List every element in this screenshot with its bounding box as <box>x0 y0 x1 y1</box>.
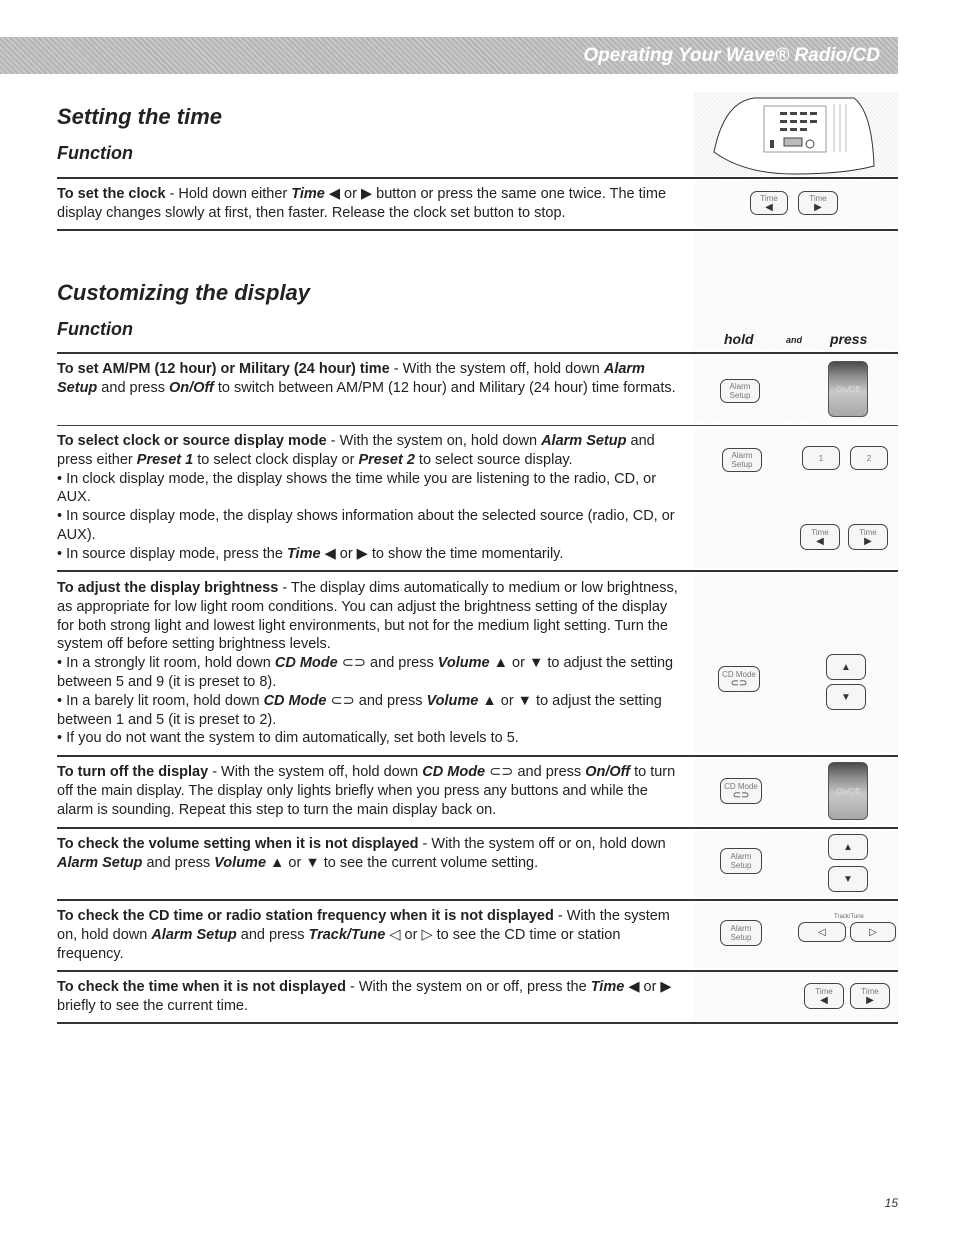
bullet: ▲ or ▼ to adjust the setting between 5 and 9 (it is preset to 8). <box>57 655 674 690</box>
row-text: to select source display. <box>414 451 573 468</box>
illustration-panel <box>694 973 898 1021</box>
button-label: Time <box>809 194 827 203</box>
function-label: Function <box>57 143 133 163</box>
bullet: ⊂⊃ and press <box>326 692 427 709</box>
rule <box>57 229 898 231</box>
rule <box>57 899 898 901</box>
illustration-panel <box>694 758 898 826</box>
row-lead: To adjust the display brightness <box>57 580 279 596</box>
header-banner <box>0 37 898 74</box>
key-name: Alarm Setup <box>541 433 627 449</box>
row-turn-off-display <box>57 763 682 819</box>
time-right-button[interactable] <box>848 524 888 550</box>
section-title-setting-time: Setting the time <box>57 104 223 129</box>
bullet: ▲ or ▼ to adjust the setting between 1 and 5 (it is preset to 2). <box>57 692 662 728</box>
alarm-setup-button[interactable] <box>720 848 762 874</box>
button-label: On/Off <box>836 384 860 394</box>
section-title-customizing-display: Customizing the display <box>57 280 311 305</box>
radio-illustration <box>694 92 898 176</box>
button-label: Alarm Setup <box>730 924 752 942</box>
row-lead: To check the CD time or radio station frequency when it is not displayed <box>57 908 554 924</box>
key-name: Time <box>590 979 625 995</box>
bullet: • In source display mode, the display shows information about the selected source (radio, CD, or AUX). <box>57 508 675 543</box>
row-text: and press <box>97 379 170 396</box>
row-brightness <box>57 579 682 748</box>
row-text: ◁ or ▷ to see the CD time or station frequency. <box>57 926 621 962</box>
left-arrow-icon: ◀ <box>816 536 824 547</box>
key-name: On/Off <box>169 379 214 396</box>
key-name: CD Mode <box>274 655 338 672</box>
button-label: On/Off <box>836 786 860 796</box>
bullet: • In source display mode, press the <box>57 545 287 562</box>
row-lead: To turn off the display <box>57 764 209 780</box>
row-text: to turn off the main display. The display only lights briefly when you press any buttons and while the alarm is sounding. Repeat this step to turn the main display back on. <box>57 764 676 818</box>
row-text: and press either <box>57 433 655 468</box>
row-text: to select clock display or <box>193 451 359 468</box>
button-label: CD Mode <box>722 670 756 679</box>
volume-up-button[interactable] <box>826 654 866 680</box>
row-text: ⊂⊃ and press <box>485 764 586 780</box>
bullet: • In a strongly lit room, hold down <box>57 655 275 672</box>
preset-1-button[interactable] <box>802 446 840 470</box>
press-label: press <box>830 331 868 347</box>
key-name: Alarm Setup <box>57 854 143 871</box>
illustration-panel <box>694 428 898 568</box>
row-text: to switch between AM/PM (12 hour) and Military (24 hour) time formats. <box>213 379 676 396</box>
up-arrow-icon: ▲ <box>841 661 851 673</box>
alarm-setup-button[interactable] <box>720 920 762 946</box>
key-name: Preset 1 <box>136 451 194 468</box>
key-name: Time <box>286 545 321 562</box>
key-name: Track/Tune <box>308 926 386 943</box>
right-arrow-icon: ▶ <box>864 536 872 547</box>
row-text: - Hold down either <box>165 186 292 202</box>
button-label: Alarm Setup <box>729 382 751 400</box>
bullet: • If you do not want the system to dim automatically, set both levels to 5. <box>57 730 519 747</box>
key-name: On/Off <box>585 764 631 780</box>
rule <box>57 425 898 426</box>
row-text: and press <box>142 854 215 871</box>
key-name: Preset 2 <box>358 451 415 468</box>
row-text: ◀ or ▶ button or press the same one twice. The time display changes slowly at first, then faster. Release the clock set button to stop. <box>57 186 667 221</box>
button-label: CD Mode <box>724 782 758 791</box>
key-name: Alarm Setup <box>151 926 237 943</box>
cd-mode-button[interactable] <box>720 778 762 804</box>
button-label: Time <box>815 987 833 996</box>
bullet: • In a barely lit room, hold down <box>57 692 264 709</box>
row-text: - The display dims automatically to medium or low brightness, as appropriate for low light room conditions. You can adjust the brightness setting of the display for both strong light and lowest light environments, but not for the medium light setting. Turn the system off before setting brightness levels. <box>57 580 678 653</box>
left-arrow-icon: ◀ <box>765 202 773 213</box>
button-label: Time <box>760 194 778 203</box>
button-label: 2 <box>866 453 872 463</box>
key-name: Volume <box>426 692 479 709</box>
button-label: Time <box>859 528 877 537</box>
key-name: Time <box>291 186 325 202</box>
row-lead: To select clock or source display mode <box>57 433 327 449</box>
function-label: Function <box>57 319 133 339</box>
rule <box>57 177 898 179</box>
cd-mode-icon: ⊂⊃ <box>730 678 748 689</box>
tune-right-button[interactable] <box>850 922 896 942</box>
page-number: 15 <box>884 1196 898 1210</box>
banner-title: Operating Your Wave® Radio/CD <box>583 45 880 66</box>
volume-down-button[interactable] <box>826 684 866 710</box>
row-check-cd-time <box>57 907 682 963</box>
row-ampm <box>57 360 682 398</box>
row-text: - With the system on or off, press the <box>345 979 591 995</box>
rule <box>57 827 898 829</box>
row-text: ▲ or ▼ to see the current volume setting. <box>266 854 539 871</box>
preset-2-button[interactable] <box>850 446 888 470</box>
row-display-mode <box>57 432 682 564</box>
right-arrow-icon: ▶ <box>814 202 822 213</box>
button-label: 1 <box>818 453 824 463</box>
cd-mode-button[interactable] <box>718 666 760 692</box>
bullet: ⊂⊃ and press <box>337 655 438 672</box>
row-lead: To check the volume setting when it is not displayed <box>57 836 419 852</box>
hold-label: hold <box>724 331 754 347</box>
time-left-button[interactable] <box>804 983 844 1009</box>
row-text: ◀ or ▶ briefly to see the current time. <box>57 979 672 1014</box>
left-outline-arrow-icon: ◁ <box>818 926 826 938</box>
button-label: Alarm Setup <box>730 852 752 870</box>
rule <box>57 970 898 972</box>
left-arrow-icon: ◀ <box>820 995 828 1006</box>
rule <box>57 755 898 757</box>
row-lead: To check the time when it is not displayed <box>57 979 346 995</box>
button-label: Alarm Setup <box>731 451 753 469</box>
time-left-button[interactable] <box>800 524 840 550</box>
and-label: and <box>786 335 803 345</box>
time-left-button[interactable] <box>750 191 788 215</box>
row-text: - With the system on, hold down <box>326 433 542 449</box>
key-name: CD Mode <box>263 692 327 709</box>
row-check-volume <box>57 835 682 873</box>
key-name: Volume <box>437 655 490 672</box>
row-lead: To set AM/PM (12 hour) or Military (24 hour) time <box>57 361 390 377</box>
row-text: and press <box>236 926 309 943</box>
key-name: CD Mode <box>422 764 486 780</box>
row-text: - With the system off or on, hold down <box>418 836 666 852</box>
alarm-setup-button[interactable] <box>722 448 762 472</box>
row-text: - With the system on, hold down <box>57 908 670 943</box>
right-arrow-icon: ▶ <box>866 995 874 1006</box>
bullet: ◀ or ▶ to show the time momentarily. <box>320 545 564 562</box>
time-right-button[interactable] <box>850 983 890 1009</box>
track-tune-label: Track/Tune <box>834 914 864 920</box>
rule <box>57 1022 898 1024</box>
row-lead: To set the clock <box>57 186 166 202</box>
key-name: Volume <box>214 854 267 871</box>
up-arrow-icon: ▲ <box>843 841 853 853</box>
illustration-panel <box>694 355 898 423</box>
row-text: - With the system off, hold down <box>389 361 604 377</box>
cd-mode-icon: ⊂⊃ <box>732 790 750 801</box>
row-check-time <box>57 978 682 1016</box>
button-label: Time <box>811 528 829 537</box>
illustration-panel <box>694 902 898 968</box>
right-outline-arrow-icon: ▷ <box>869 926 877 938</box>
on-off-button[interactable] <box>828 361 868 417</box>
volume-up-button[interactable] <box>828 834 868 860</box>
illustration-panel <box>694 830 898 898</box>
illustration-panel <box>694 574 898 752</box>
down-arrow-icon: ▼ <box>841 691 851 703</box>
row-text: - With the system off, hold down <box>208 764 423 780</box>
down-arrow-icon: ▼ <box>843 873 853 885</box>
on-off-button[interactable] <box>828 762 868 820</box>
alarm-setup-button[interactable] <box>720 379 760 403</box>
button-label: Time <box>861 987 879 996</box>
time-right-button[interactable] <box>798 191 838 215</box>
row-set-clock <box>57 185 682 223</box>
volume-down-button[interactable] <box>828 866 868 892</box>
rule <box>57 570 898 572</box>
key-name: Alarm Setup <box>57 361 645 396</box>
rule <box>57 352 898 354</box>
illustration-panel <box>694 181 898 227</box>
tune-left-button[interactable] <box>798 922 846 942</box>
bullet: • In clock display mode, the display shows the time while you are listening to the radio, CD, or AUX. <box>57 470 657 506</box>
